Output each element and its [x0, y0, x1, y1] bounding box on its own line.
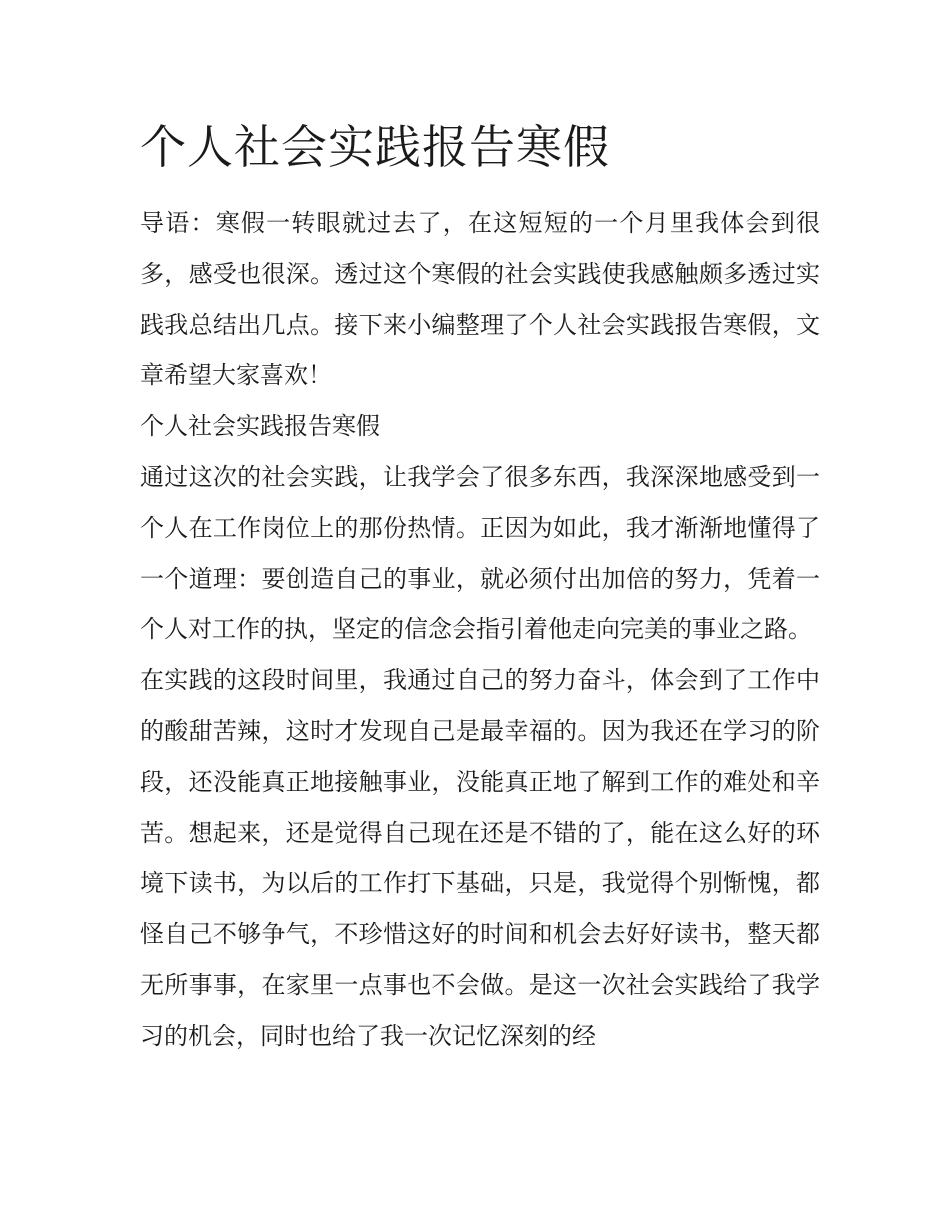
- section-subtitle: 个人社会实践报告寒假: [140, 412, 380, 441]
- document-title: 个人社会实践报告寒假: [140, 120, 610, 174]
- intro-paragraph: 导语：寒假一转眼就过去了，在这短短的一个月里我体会到很多，感受也很深。透过这个寒假的社会实践使我感触颇多透过实践我总结出几点。接下来小编整理了个人社会实践报告寒假，文章希望大家喜欢！: [140, 209, 820, 390]
- body-paragraph-1: 通过这次的社会实践，让我学会了很多东西，我深深地感受到一个人在工作岗位上的那份热情。正因为如此，我才渐渐地懂得了一个道理：要创造自己的事业，就必须付出加倍的努力，凭着一个人对工作的执，坚定的信念会指引着他走向完美的事业之路。: [140, 462, 820, 644]
- body-paragraph-2: 在实践的这段时间里，我通过自己的努力奋斗，体会到了工作中的酸甜苦辣，这时才发现自己是最幸福的。因为我还在学习的阶段，还没能真正地接触事业，没能真正地了解到工作的难处和辛苦。想起来，还是觉得自己现在还是不错的了，能在这么好的环境下读书，为以后的工作打下基础，只是，我觉得个别惭愧，都怪自己不够争气，不珍惜这好的时间和机会去好好读书，整天都无所事事，在家里一点事也不会做。是这一次社会实践给了我学习的机会，同时也给了我一次记忆深刻的经: [140, 666, 820, 1050]
- document-page: [140, 110, 820, 1062]
